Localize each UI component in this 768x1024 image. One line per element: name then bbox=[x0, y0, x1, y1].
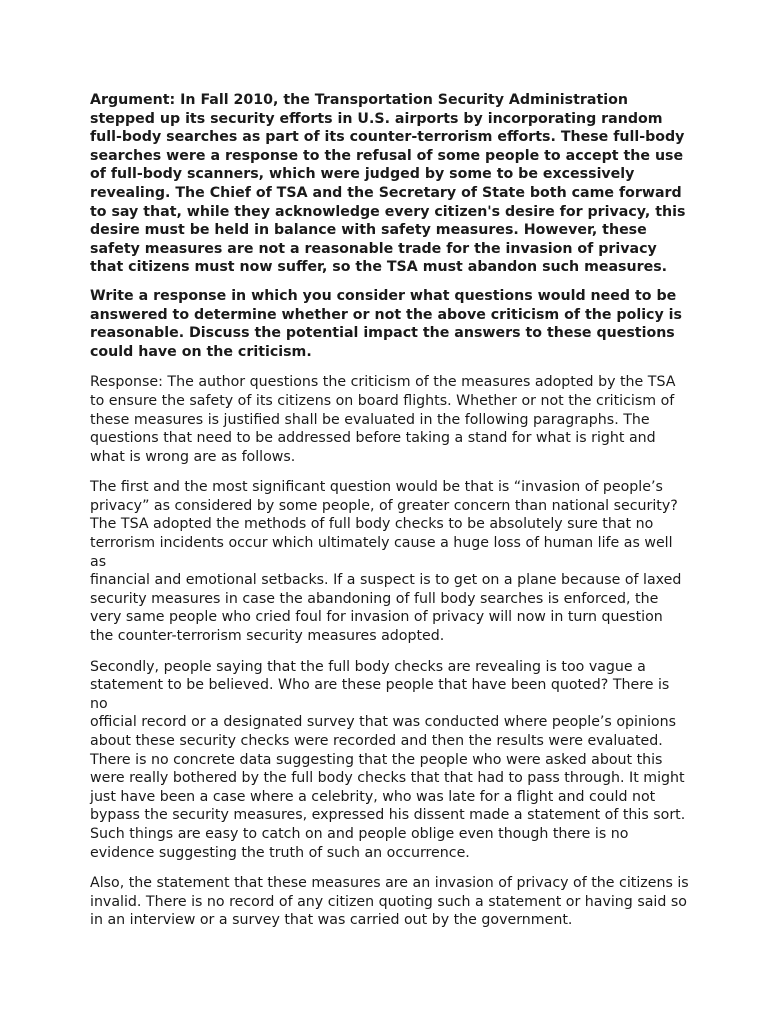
argument-paragraph: Argument: In Fall 2010, the Transportation Security Administration stepped up its security efforts in U.S. airports by incorporating random full-body searches as part of its counter-terrorism efforts. These full-body searches were a response to the refusal of some people to accept the use of full-body scanners, which were judged by some to be excessively revealing. The Chief of TSA and the Secretary of State both came forward to say that, while they acknowledge every citizen's desire for privacy, this desire must be held in balance with safety measures. However, these safety measures are not a reasonable trade for the invasion of privacy that citizens must now suffer, so the TSA must abandon such measures. bbox=[90, 92, 686, 276]
response-paragraph: Response: The author questions the criticism of the measures adopted by the TSA to ensure the safety of its citizens on board flights. Whether or not the criticism of these measures is justified shall be evaluated in the following paragraphs. The questions that need to be addressed before taking a stand for what is right and what is wrong are as follows. bbox=[90, 374, 676, 465]
first-question-paragraph: The first and the most significant question would be that is “invasion of people’s privacy” as considered by some people, of greater concern than national security? The TSA adopted the methods of full body checks to be absolutely sure that no terrorism incidents occur which ultimately cause a huge loss of human life as well as financial and emotional setbacks. If a suspect is to get on a plane because of laxed security measures in case the abandoning of full body searches is enforced, the very same people who cried foul for invasion of privacy will now in turn question the counter-terrorism security measures adopted. bbox=[90, 479, 682, 645]
also-paragraph: Also, the statement that these measures are an invasion of privacy of the citizens is invalid. There is no record of any citizen quoting such a statement or having said so in an interview or a survey that was carried out by the government. bbox=[90, 875, 689, 929]
document-page bbox=[90, 91, 690, 930]
prompt-paragraph: Write a response in which you consider what questions would need to be answered to determine whether or not the above criticism of the policy is reasonable. Discuss the potential impact the answers to these questions could have on the criticism. bbox=[90, 287, 682, 360]
secondly-paragraph: Secondly, people saying that the full body checks are revealing is too vague a statement to be believed. Who are these people that have been quoted? There is no official record or a designated survey that was conducted where people’s opinions about these security checks were recorded and then the results were evaluated. There is no concrete data suggesting that the people who were asked about this were really bothered by the full body checks that that had to pass through. It might just have been a case where a celebrity, who was late for a flight and could not bypass the security measures, expressed his dissent made a statement of this sort. Such things are easy to catch on and people oblige even though there is no evidence suggesting the truth of such an occurrence. bbox=[90, 658, 686, 861]
